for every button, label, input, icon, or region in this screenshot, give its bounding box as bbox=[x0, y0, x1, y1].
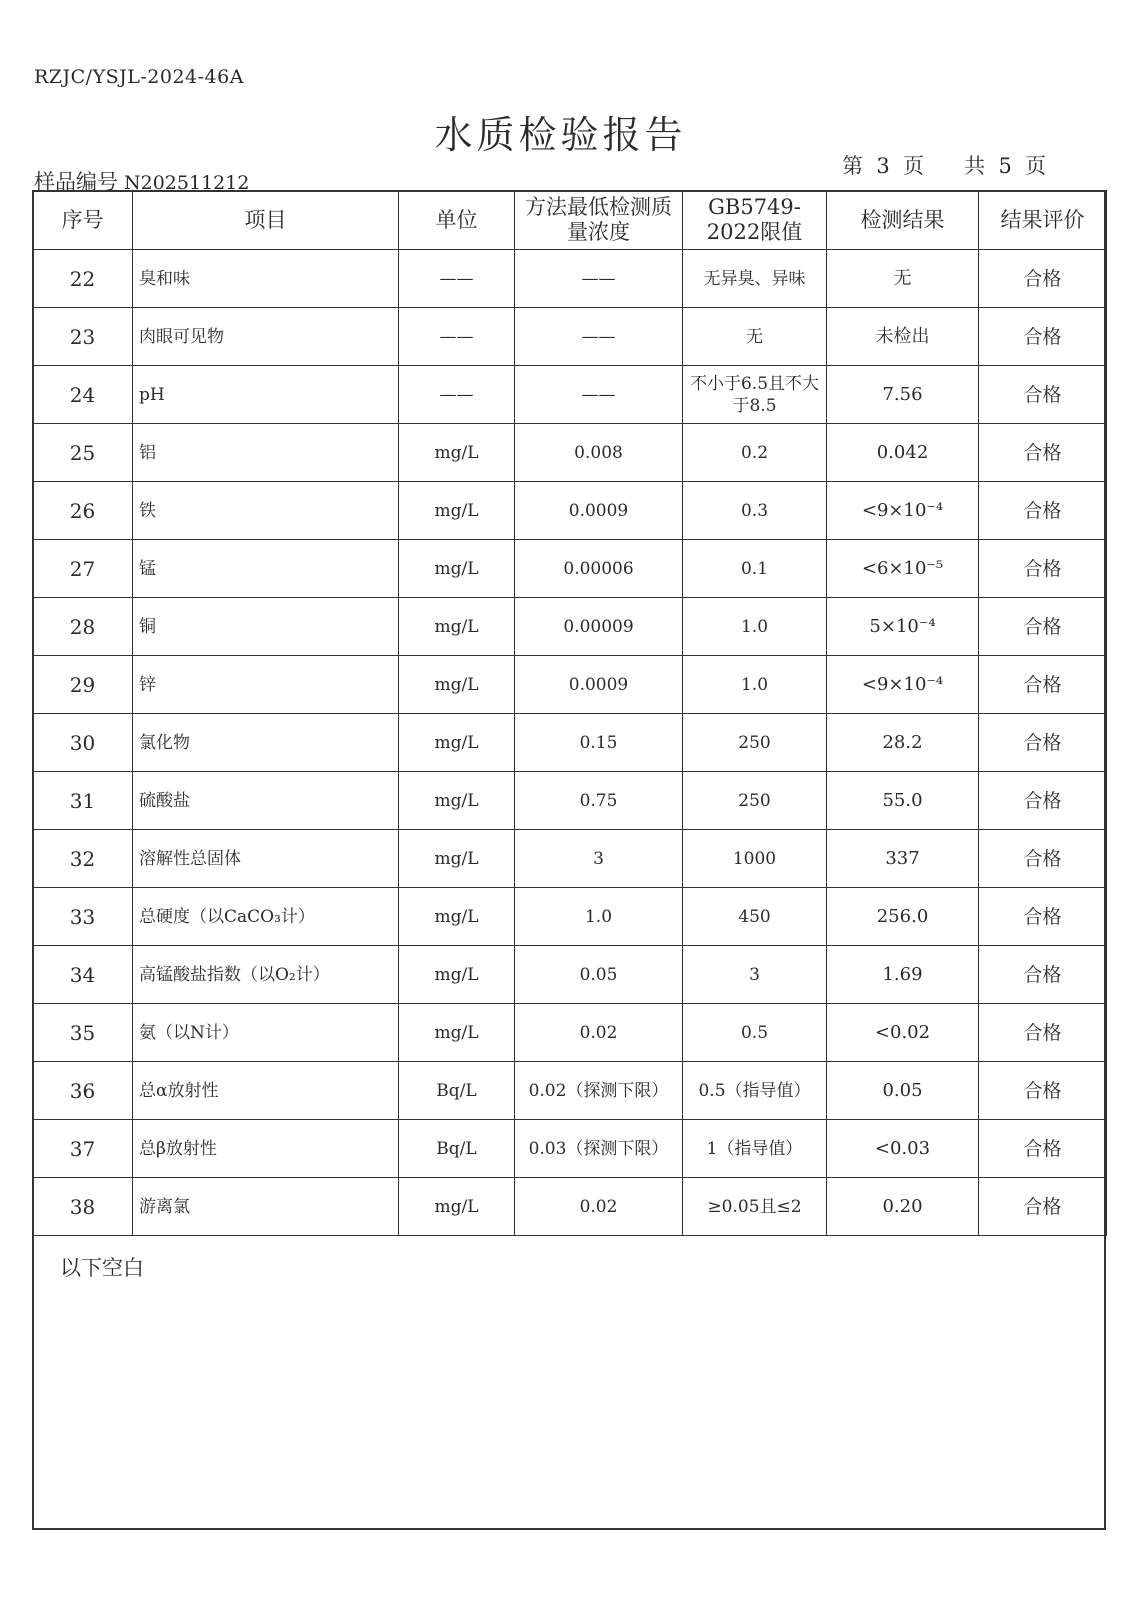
cell-unit: mg/L bbox=[399, 598, 515, 656]
table-row bbox=[33, 1120, 1107, 1178]
report-title: 水质检验报告 bbox=[434, 113, 687, 157]
cell-mdl: 0.0009 bbox=[515, 482, 683, 540]
cell-result: <9×10⁻⁴ bbox=[827, 482, 979, 540]
cell-unit: mg/L bbox=[399, 772, 515, 830]
cell-unit: —— bbox=[399, 250, 515, 308]
table-row bbox=[33, 250, 1107, 308]
cell-mdl: 0.05 bbox=[515, 946, 683, 1004]
cell-result: 0.042 bbox=[827, 424, 979, 482]
cell-result: <6×10⁻⁵ bbox=[827, 540, 979, 598]
cell-item: 总α放射性 bbox=[133, 1062, 399, 1120]
cell-mdl: 0.02 bbox=[515, 1178, 683, 1236]
table-row bbox=[33, 888, 1107, 946]
cell-unit: mg/L bbox=[399, 540, 515, 598]
cell-no: 26 bbox=[33, 482, 133, 540]
cell-limit: 无异臭、异味 bbox=[683, 250, 827, 308]
cell-unit: mg/L bbox=[399, 1004, 515, 1062]
cell-eval: 合格 bbox=[979, 482, 1107, 540]
cell-result: 0.20 bbox=[827, 1178, 979, 1236]
table-row bbox=[33, 598, 1107, 656]
cell-limit: 无 bbox=[683, 308, 827, 366]
header-unit: 单位 bbox=[399, 191, 515, 250]
header-limit: GB5749-2022限值 bbox=[683, 191, 827, 250]
cell-limit: 0.5（指导值） bbox=[683, 1062, 827, 1120]
cell-item: 肉眼可见物 bbox=[133, 308, 399, 366]
cell-mdl: 0.00009 bbox=[515, 598, 683, 656]
cell-no: 33 bbox=[33, 888, 133, 946]
cell-eval: 合格 bbox=[979, 366, 1107, 424]
cell-item: 锌 bbox=[133, 656, 399, 714]
table-row bbox=[33, 540, 1107, 598]
table-row bbox=[33, 656, 1107, 714]
results-table bbox=[32, 190, 1107, 1236]
cell-no: 31 bbox=[33, 772, 133, 830]
cell-item: 铁 bbox=[133, 482, 399, 540]
table-row bbox=[33, 308, 1107, 366]
cell-no: 37 bbox=[33, 1120, 133, 1178]
header-item: 项目 bbox=[133, 191, 399, 250]
table-row bbox=[33, 946, 1107, 1004]
cell-eval: 合格 bbox=[979, 308, 1107, 366]
cell-item: 臭和味 bbox=[133, 250, 399, 308]
header-no: 序号 bbox=[33, 191, 133, 250]
cell-unit: Bq/L bbox=[399, 1062, 515, 1120]
cell-result: 337 bbox=[827, 830, 979, 888]
cell-no: 27 bbox=[33, 540, 133, 598]
cell-limit: 不小于6.5且不大于8.5 bbox=[683, 366, 827, 424]
cell-result: 28.2 bbox=[827, 714, 979, 772]
cell-result: 无 bbox=[827, 250, 979, 308]
cell-limit: 0.3 bbox=[683, 482, 827, 540]
table-row bbox=[33, 424, 1107, 482]
cell-item: 硫酸盐 bbox=[133, 772, 399, 830]
cell-unit: mg/L bbox=[399, 482, 515, 540]
cell-unit: mg/L bbox=[399, 888, 515, 946]
cell-unit: mg/L bbox=[399, 424, 515, 482]
cell-limit: 1.0 bbox=[683, 656, 827, 714]
cell-result: 1.69 bbox=[827, 946, 979, 1004]
cell-unit: mg/L bbox=[399, 1178, 515, 1236]
cell-limit: 0.2 bbox=[683, 424, 827, 482]
cell-mdl: —— bbox=[515, 366, 683, 424]
cell-result: <9×10⁻⁴ bbox=[827, 656, 979, 714]
cell-eval: 合格 bbox=[979, 830, 1107, 888]
cell-item: 氯化物 bbox=[133, 714, 399, 772]
blank-note: 以下空白 bbox=[60, 1256, 144, 1280]
cell-limit: 250 bbox=[683, 772, 827, 830]
cell-result: 未检出 bbox=[827, 308, 979, 366]
table-row bbox=[33, 1004, 1107, 1062]
cell-no: 38 bbox=[33, 1178, 133, 1236]
cell-eval: 合格 bbox=[979, 714, 1107, 772]
cell-eval: 合格 bbox=[979, 946, 1107, 1004]
cell-mdl: —— bbox=[515, 250, 683, 308]
cell-eval: 合格 bbox=[979, 1062, 1107, 1120]
cell-unit: mg/L bbox=[399, 656, 515, 714]
cell-no: 23 bbox=[33, 308, 133, 366]
cell-unit: —— bbox=[399, 308, 515, 366]
cell-mdl: 0.00006 bbox=[515, 540, 683, 598]
cell-mdl: 0.0009 bbox=[515, 656, 683, 714]
cell-no: 28 bbox=[33, 598, 133, 656]
cell-eval: 合格 bbox=[979, 1120, 1107, 1178]
header-result: 检测结果 bbox=[827, 191, 979, 250]
cell-limit: 1.0 bbox=[683, 598, 827, 656]
table-row bbox=[33, 1062, 1107, 1120]
cell-no: 34 bbox=[33, 946, 133, 1004]
cell-limit: 1000 bbox=[683, 830, 827, 888]
cell-unit: Bq/L bbox=[399, 1120, 515, 1178]
cell-eval: 合格 bbox=[979, 1004, 1107, 1062]
cell-limit: 250 bbox=[683, 714, 827, 772]
page-info: 第 3 页 共 5 页 bbox=[842, 154, 1047, 178]
table-header-row bbox=[33, 191, 1107, 250]
cell-limit: 0.5 bbox=[683, 1004, 827, 1062]
table-row bbox=[33, 482, 1107, 540]
cell-no: 29 bbox=[33, 656, 133, 714]
cell-mdl: 1.0 bbox=[515, 888, 683, 946]
header-mdl: 方法最低检测质量浓度 bbox=[515, 191, 683, 250]
sample-number-label: 样品编号 bbox=[34, 170, 118, 194]
cell-limit: 3 bbox=[683, 946, 827, 1004]
cell-unit: mg/L bbox=[399, 946, 515, 1004]
cell-result: 256.0 bbox=[827, 888, 979, 946]
cell-item: 氨（以N计） bbox=[133, 1004, 399, 1062]
cell-eval: 合格 bbox=[979, 888, 1107, 946]
cell-item: 总硬度（以CaCO₃计） bbox=[133, 888, 399, 946]
cell-mdl: —— bbox=[515, 308, 683, 366]
table-row bbox=[33, 1178, 1107, 1236]
cell-eval: 合格 bbox=[979, 598, 1107, 656]
cell-result: 7.56 bbox=[827, 366, 979, 424]
cell-eval: 合格 bbox=[979, 1178, 1107, 1236]
table-row bbox=[33, 772, 1107, 830]
cell-eval: 合格 bbox=[979, 540, 1107, 598]
cell-result: 5×10⁻⁴ bbox=[827, 598, 979, 656]
cell-item: pH bbox=[133, 366, 399, 424]
cell-mdl: 0.15 bbox=[515, 714, 683, 772]
cell-unit: mg/L bbox=[399, 830, 515, 888]
cell-eval: 合格 bbox=[979, 656, 1107, 714]
cell-result: <0.03 bbox=[827, 1120, 979, 1178]
cell-unit: mg/L bbox=[399, 714, 515, 772]
cell-item: 铜 bbox=[133, 598, 399, 656]
table-body bbox=[33, 250, 1107, 1236]
cell-unit: —— bbox=[399, 366, 515, 424]
sample-number-value: N202511212 bbox=[124, 172, 250, 194]
table-row bbox=[33, 366, 1107, 424]
table-row bbox=[33, 714, 1107, 772]
cell-no: 30 bbox=[33, 714, 133, 772]
cell-mdl: 0.008 bbox=[515, 424, 683, 482]
cell-item: 总β放射性 bbox=[133, 1120, 399, 1178]
cell-result: <0.02 bbox=[827, 1004, 979, 1062]
cell-item: 铝 bbox=[133, 424, 399, 482]
cell-mdl: 3 bbox=[515, 830, 683, 888]
cell-no: 22 bbox=[33, 250, 133, 308]
cell-mdl: 0.02 bbox=[515, 1004, 683, 1062]
cell-result: 0.05 bbox=[827, 1062, 979, 1120]
cell-result: 55.0 bbox=[827, 772, 979, 830]
cell-item: 高锰酸盐指数（以O₂计） bbox=[133, 946, 399, 1004]
cell-no: 35 bbox=[33, 1004, 133, 1062]
cell-no: 24 bbox=[33, 366, 133, 424]
cell-no: 36 bbox=[33, 1062, 133, 1120]
cell-item: 锰 bbox=[133, 540, 399, 598]
cell-no: 25 bbox=[33, 424, 133, 482]
cell-item: 游离氯 bbox=[133, 1178, 399, 1236]
document-code: RZJC/YSJL-2024-46A bbox=[34, 66, 244, 88]
cell-mdl: 0.75 bbox=[515, 772, 683, 830]
cell-eval: 合格 bbox=[979, 250, 1107, 308]
cell-eval: 合格 bbox=[979, 424, 1107, 482]
cell-mdl: 0.03（探测下限） bbox=[515, 1120, 683, 1178]
cell-limit: 1（指导值） bbox=[683, 1120, 827, 1178]
cell-item: 溶解性总固体 bbox=[133, 830, 399, 888]
cell-eval: 合格 bbox=[979, 772, 1107, 830]
cell-mdl: 0.02（探测下限） bbox=[515, 1062, 683, 1120]
cell-no: 32 bbox=[33, 830, 133, 888]
cell-limit: 450 bbox=[683, 888, 827, 946]
cell-limit: ≥0.05且≤2 bbox=[683, 1178, 827, 1236]
table-row bbox=[33, 830, 1107, 888]
cell-limit: 0.1 bbox=[683, 540, 827, 598]
header-eval: 结果评价 bbox=[979, 191, 1107, 250]
